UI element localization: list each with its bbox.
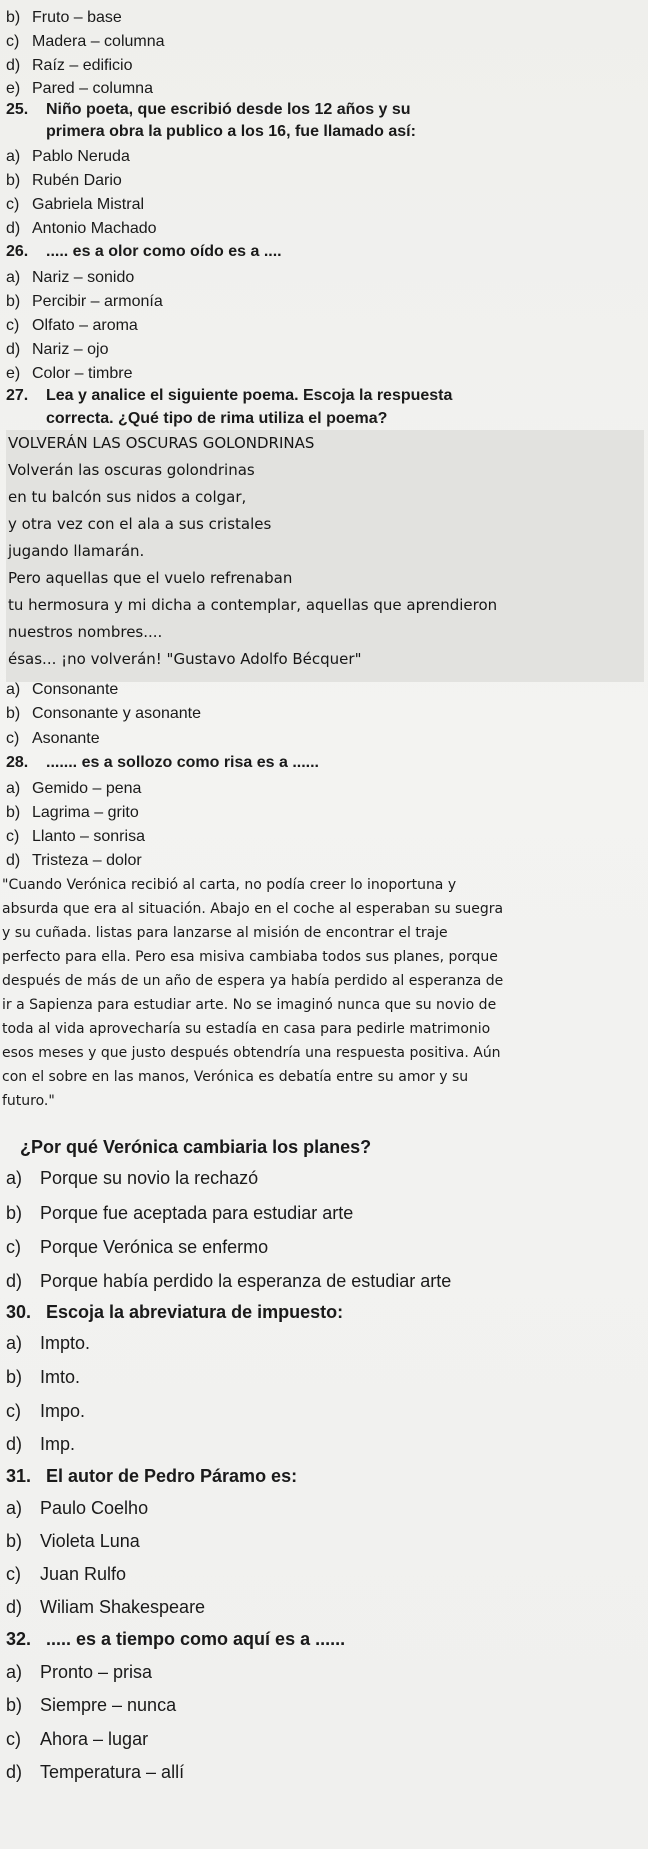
option: c) Olfato – aroma: [6, 317, 138, 334]
option: b) Violeta Luna: [6, 1531, 140, 1551]
option: b) Consonante y asonante: [6, 705, 202, 722]
option: c) Porque Verónica se enfermo: [6, 1237, 269, 1257]
option: d) Raíz – edificio: [6, 57, 133, 74]
option: b) Fruto – base: [6, 9, 122, 26]
option: b) Porque fue aceptada para estudiar arte: [6, 1203, 354, 1223]
question-31: 31. El autor de Pedro Páramo es:: [6, 1466, 298, 1486]
question-25-line2: primera obra la publico a los 16, fue llamado así:: [46, 123, 416, 140]
option: e) Pared – columna: [6, 80, 153, 97]
passage-line: toda al vida aprovecharía su estadía en casa para pedirle matrimonio: [2, 1021, 491, 1037]
option: b) Siempre – nunca: [6, 1695, 177, 1715]
question-26: 26. ..... es a olor como oído es a ....: [6, 243, 282, 260]
passage-line: después de más de un año de espera ya había perdido al esperanza de: [2, 973, 504, 989]
option: a) Impto.: [6, 1333, 91, 1353]
option: c) Llanto – sonrisa: [6, 828, 145, 845]
option: b) Lagrima – grito: [6, 804, 139, 821]
poem-line: en tu balcón sus nidos a colgar,: [8, 488, 247, 506]
poem-line: nuestros nombres....: [8, 623, 163, 641]
question-28: 28. ....... es a sollozo como risa es a ......: [6, 754, 319, 771]
poem-line: Pero aquellas que el vuelo refrenaban: [8, 569, 293, 587]
option: a) Porque su novio la rechazó: [6, 1168, 259, 1188]
option: a) Nariz – sonido: [6, 269, 135, 286]
option: d) Nariz – ojo: [6, 341, 109, 358]
passage-line: absurda que era al situación. Abajo en el coche al esperaban su suegra: [2, 901, 504, 917]
poem-line: Volverán las oscuras golondrinas: [8, 461, 255, 479]
poem-line: y otra vez con el ala a sus cristales: [8, 515, 272, 533]
poem-line: ésas... ¡no volverán! "Gustavo Adolfo Bécquer": [8, 650, 362, 668]
option: d) Tristeza – dolor: [6, 852, 142, 869]
option: c) Ahora – lugar: [6, 1729, 149, 1749]
option: a) Gemido – pena: [6, 780, 142, 797]
option: d) Imp.: [6, 1434, 76, 1454]
passage-line: y su cuñada. listas para lanzarse al misión de encontrar el traje: [2, 925, 448, 941]
question-32: 32. ..... es a tiempo como aquí es a ......: [6, 1629, 346, 1649]
option: c) Juan Rulfo: [6, 1564, 127, 1584]
reading-passage: [0, 873, 644, 1113]
option: a) Pronto – prisa: [6, 1662, 153, 1682]
question-29: ¿Por qué Verónica cambiaria los planes?: [20, 1137, 372, 1157]
option: d) Wiliam Shakespeare: [6, 1597, 206, 1617]
passage-line: ir a Sapienza para estudiar arte. No se imaginó nunca que su novio de: [2, 997, 497, 1013]
option: a) Consonante: [6, 681, 119, 698]
option: d) Antonio Machado: [6, 220, 157, 237]
option: d) Temperatura – allí: [6, 1762, 185, 1782]
option: c) Madera – columna: [6, 33, 165, 50]
passage-line: con el sobre en las manos, Verónica es debatía entre su amor y su: [2, 1069, 469, 1085]
option: e) Color – timbre: [6, 365, 133, 382]
passage-line: perfecto para ella. Pero esa misiva cambiaba todos sus planes, porque: [2, 949, 498, 965]
passage-line: futuro.": [2, 1093, 55, 1109]
option: b) Percibir – armonía: [6, 293, 163, 310]
passage-line: "Cuando Verónica recibió al carta, no podía creer lo inoportuna y: [2, 877, 457, 893]
poem-line: tu hermosura y mi dicha a contemplar, aquellas que aprendieron: [8, 596, 498, 614]
poem-box: [6, 430, 644, 682]
question-30: 30. Escoja la abreviatura de impuesto:: [6, 1302, 344, 1322]
option: c) Impo.: [6, 1401, 86, 1421]
option: c) Asonante: [6, 730, 100, 747]
option: b) Rubén Dario: [6, 172, 122, 189]
question-27: 27. Lea y analice el siguiente poema. Escoja la respuesta: [6, 387, 453, 404]
option: d) Porque había perdido la esperanza de estudiar arte: [6, 1271, 452, 1291]
poem-line: jugando llamarán.: [8, 542, 145, 560]
option: c) Gabriela Mistral: [6, 196, 145, 213]
poem-title: VOLVERÁN LAS OSCURAS GOLONDRINAS: [8, 434, 315, 452]
option: a) Pablo Neruda: [6, 148, 130, 165]
question-27-line2: correcta. ¿Qué tipo de rima utiliza el poema?: [46, 410, 388, 427]
question-25: 25. Niño poeta, que escribió desde los 12 años y su: [6, 101, 411, 118]
passage-line: esos meses y que justo después obtendría una respuesta positiva. Aún: [2, 1045, 501, 1061]
option: a) Paulo Coelho: [6, 1498, 149, 1518]
option: b) Imto.: [6, 1367, 81, 1387]
